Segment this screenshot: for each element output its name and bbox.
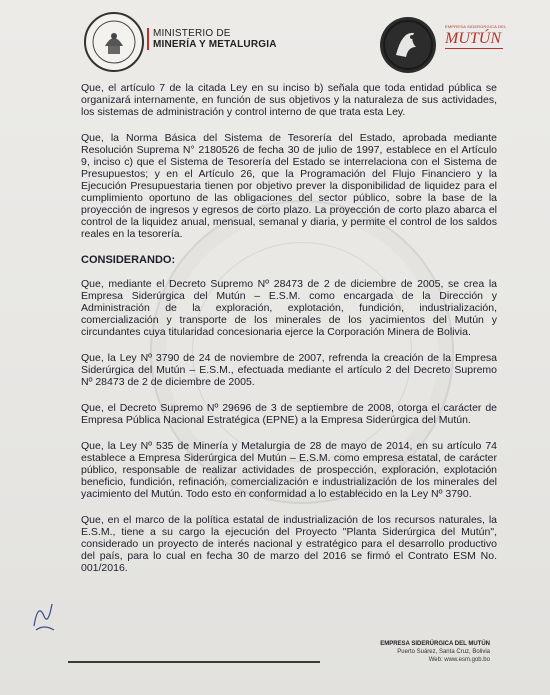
handwritten-initial-signature [30,596,58,636]
document-body [81,82,497,588]
esm-brand [445,24,535,49]
letterhead [0,0,550,72]
paragraph: Que, la Ley Nº 535 de Minería y Metalurgia de 28 de mayo de 2014, en su artículo 74 establece a Empresa Siderúrgica del Mutún – E.S.M. como empresa estatal, de carácter público, responsable de realizar actividades de prospección, exploración, explotación beneficio, fundición, refinación, comercialización e industrialización de los minerales del yacimiento del Mutún. Todo esto en conformidad a lo establecido en la Ley Nº 3790. [81,440,497,500]
footer-address: Puerto Suárez, Santa Cruz, Bolivia [397,649,490,655]
esm-brand-name: MUTÚN [445,30,502,47]
esm-brand-small: EMPRESA SIDERÚRGICA DEL [445,24,507,29]
paragraph: Que, en el marco de la política estatal de industrialización de los recursos naturales, la E.S.M., tiene a su cargo la ejecución del Proyecto "Planta Siderúrgica del Mutún", considerado un proyecto de interés nacional y estratégico para el desarrollo productivo del país, para lo cual en fecha 30 de marzo del 2016 se firmó el Contrato ESM No. 001/2016. [81,514,497,574]
footer-company: EMPRESA SIDERÚRGICA DEL MUTÚN [380,641,490,647]
ministry-name [153,28,277,50]
ministry-divider [147,28,149,50]
footer [360,640,490,664]
footer-rule [68,661,320,663]
footer-web: Web: www.esm.gob.bo [428,657,490,663]
paragraph: Que, mediante el Decreto Supremo Nº 28473 de 2 de diciembre de 2005, se crea la Empresa Siderúrgica del Mutún – E.S.M. como encargada de la Dirección y Administración de la exploración, explotación, fundición, industrialización, comercialización y transporte de los minerales de los yacimientos del Mutún y circundantes cuya titularidad concesionaria ejerce la Corporación Minera de Bolivia. [81,278,497,338]
esm-logo [380,17,436,73]
paragraph: Que, el artículo 7 de la citada Ley en su inciso b) señala que toda entidad pública se organizará internamente, en función de sus objetivos y la naturaleza de sus actividades, los sistemas de administración y control interno de que trata esta Ley. [81,82,497,118]
ministry-name-line1: MINISTERIO DE [153,28,231,39]
ministry-seal-logo [84,12,144,72]
paragraph: Que, el Decreto Supremo Nº 29696 de 3 de septiembre de 2008, otorga el carácter de Empresa Pública Nacional Estratégica (EPNE) a la Empresa Siderúrgica del Mutún. [81,402,497,426]
paragraph: Que, la Norma Básica del Sistema de Tesorería del Estado, aprobada mediante Resolución Suprema N° 2180526 de fecha 30 de julio de 1997, establece en el Artículo 9, inciso c) que el Sistema de Tesorería del Estado se interrelaciona con el Sistema de Presupuestos; y en el Artículo 26, que la Programación del Flujo Financiero y la Ejecución Presupuestaria tienen por objetivo prever la disponibilidad de liquidez para el cumplimiento oportuno de las obligaciones del sector público, sobre la base de la proyección de ingresos y egresos de corto plazo. La proyección de corto plazo abarca el control de la liquidez anual, mensual, semanal y diaria, y permite el control de los saldos reales en la tesorería. [81,132,497,240]
section-heading: CONSIDERANDO: [81,254,176,266]
esm-brand-underline [445,48,503,49]
paragraph: Que, la Ley Nº 3790 de 24 de noviembre de 2007, refrenda la creación de la Empresa Siderúrgica del Mutún – E.S.M., efectuada mediante el artículo 2 del Decreto Supremo Nº 28473 de 2 de diciembre de 2005. [81,352,497,388]
ministry-name-line2: MINERÍA Y METALURGIA [153,39,277,50]
